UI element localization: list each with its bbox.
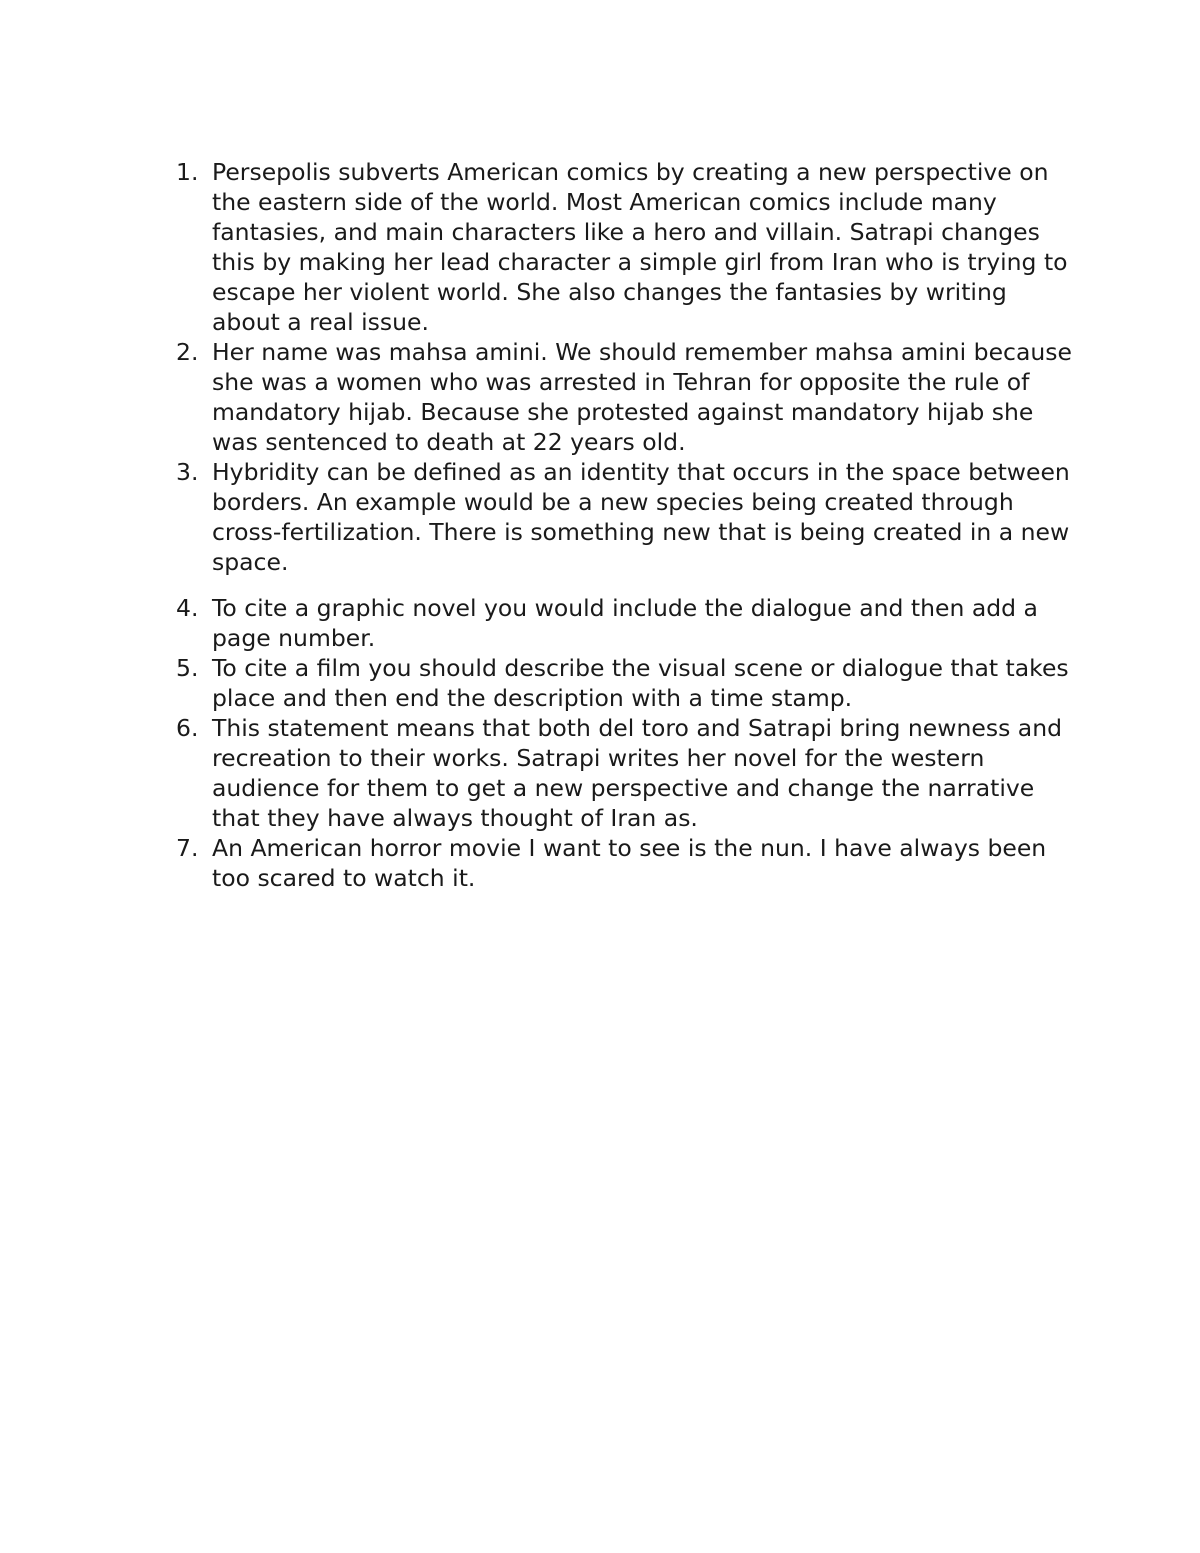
item-text: To cite a graphic novel you would include the dialogue and then add a page number. — [212, 594, 1038, 652]
list-item — [172, 457, 1072, 577]
item-number: 4. — [176, 594, 199, 622]
item-text: Persepolis subverts American comics by creating a new perspective on the eastern side of the world. Most American comics include many fantasies, and main characters like a hero and villain. Satrapi changes this by making her lead character a simple girl from Iran who is trying to escape her violent world. She also changes the fantasies by writing about a real issue. — [212, 158, 1068, 336]
list-item — [172, 653, 1072, 713]
list-item — [172, 833, 1072, 893]
item-text: An American horror movie I want to see is the nun. I have always been too scared to watch it. — [212, 834, 1047, 892]
list-item — [172, 157, 1072, 337]
item-text: Her name was mahsa amini. We should remember mahsa amini because she was a women who was arrested in Tehran for opposite the rule of mandatory hijab. Because she protested against mandatory hijab she was sentenced to death at 22 years old. — [212, 338, 1072, 456]
item-number: 2. — [176, 338, 199, 366]
item-text: This statement means that both del toro and Satrapi bring newness and recreation to their works. Satrapi writes her novel for the western audience for them to get a new perspective and change the narrative that they have always thought of Iran as. — [212, 714, 1063, 832]
item-text: To cite a film you should describe the visual scene or dialogue that takes place and then end the description with a time stamp. — [212, 654, 1069, 712]
item-number: 6. — [176, 714, 199, 742]
item-text: Hybridity can be defined as an identity that occurs in the space between borders. An example would be a new species being created through cross-fertilization. There is something new that is being created in a new space. — [212, 458, 1070, 576]
item-number: 7. — [176, 834, 199, 862]
item-number: 1. — [176, 158, 199, 186]
list-item — [172, 337, 1072, 457]
answer-list — [172, 157, 1072, 893]
list-item — [172, 593, 1072, 653]
item-number: 5. — [176, 654, 199, 682]
list-item — [172, 713, 1072, 833]
item-number: 3. — [176, 458, 199, 486]
